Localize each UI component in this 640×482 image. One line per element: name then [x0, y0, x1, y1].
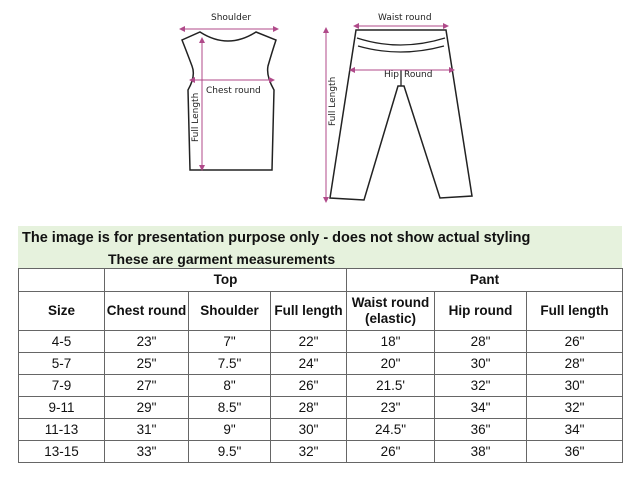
group-header-empty: [19, 269, 105, 292]
cell-top-full-length: 26": [271, 375, 347, 397]
presentation-notice: [18, 226, 622, 268]
table-column-header-row: [19, 292, 623, 331]
cell-shoulder: 8": [189, 375, 271, 397]
pant-outline: [330, 30, 472, 200]
col-header-shoulder: Shoulder: [189, 292, 271, 331]
table-group-header-row: [19, 269, 623, 292]
cell-chest-round: 27": [105, 375, 189, 397]
size-chart-table: [18, 268, 623, 463]
cell-shoulder: 9": [189, 419, 271, 441]
cell-hip-round: 28": [435, 331, 527, 353]
cell-hip-round: 34": [435, 397, 527, 419]
cell-hip-round: 30": [435, 353, 527, 375]
table-row: [19, 441, 623, 463]
table-row: [19, 397, 623, 419]
cell-chest-round: 23": [105, 331, 189, 353]
table-row: [19, 353, 623, 375]
cell-chest-round: 33": [105, 441, 189, 463]
shoulder-label: Shoulder: [211, 13, 252, 23]
col-header-top-full-length: Full length: [271, 292, 347, 331]
garment-outline-drawing: [0, 0, 640, 222]
cell-shoulder: 8.5": [189, 397, 271, 419]
cell-pant-full-length: 36": [527, 441, 623, 463]
col-header-size: Size: [19, 292, 105, 331]
table-row: [19, 331, 623, 353]
group-header-pant: Pant: [347, 269, 623, 292]
cell-waist-round: 26": [347, 441, 435, 463]
cell-top-full-length: 30": [271, 419, 347, 441]
cell-chest-round: 25": [105, 353, 189, 375]
cell-waist-round: 18": [347, 331, 435, 353]
col-header-waist-round: Waist round (elastic): [347, 292, 435, 331]
cell-pant-full-length: 32": [527, 397, 623, 419]
cell-shoulder: 9.5": [189, 441, 271, 463]
hip-label: Hip: [384, 70, 399, 80]
notice-line-2: These are garment measurements: [108, 251, 336, 267]
cell-waist-round: 23": [347, 397, 435, 419]
cell-pant-full-length: 34": [527, 419, 623, 441]
cell-top-full-length: 24": [271, 353, 347, 375]
cell-top-full-length: 32": [271, 441, 347, 463]
cell-waist-round: 24.5": [347, 419, 435, 441]
cell-size: 13-15: [19, 441, 105, 463]
cell-top-full-length: 22": [271, 331, 347, 353]
cell-size: 11-13: [19, 419, 105, 441]
table-row: [19, 419, 623, 441]
cell-size: 4-5: [19, 331, 105, 353]
cell-size: 9-11: [19, 397, 105, 419]
cell-waist-round: 20": [347, 353, 435, 375]
garment-diagrams: [0, 0, 640, 222]
pant-full-length-label: Full Length: [328, 76, 338, 126]
cell-pant-full-length: 26": [527, 331, 623, 353]
round-label: Round: [404, 70, 433, 80]
notice-line-1: The image is for presentation purpose only - does not show actual styling: [22, 230, 531, 246]
table-row: [19, 375, 623, 397]
col-header-pant-full-length: Full length: [527, 292, 623, 331]
group-header-top: Top: [105, 269, 347, 292]
top-full-length-label: Full Length: [191, 92, 201, 142]
cell-shoulder: 7.5": [189, 353, 271, 375]
cell-shoulder: 7": [189, 331, 271, 353]
cell-chest-round: 31": [105, 419, 189, 441]
cell-hip-round: 36": [435, 419, 527, 441]
pant-waistband: [357, 38, 445, 52]
col-header-hip-round: Hip round: [435, 292, 527, 331]
cell-size: 5-7: [19, 353, 105, 375]
waist-round-label: Waist round: [378, 13, 432, 23]
cell-pant-full-length: 28": [527, 353, 623, 375]
cell-chest-round: 29": [105, 397, 189, 419]
cell-hip-round: 38": [435, 441, 527, 463]
cell-top-full-length: 28": [271, 397, 347, 419]
cell-size: 7-9: [19, 375, 105, 397]
cell-pant-full-length: 30": [527, 375, 623, 397]
col-header-chest-round: Chest round: [105, 292, 189, 331]
cell-hip-round: 32": [435, 375, 527, 397]
cell-waist-round: 21.5': [347, 375, 435, 397]
chest-round-label: Chest round: [206, 86, 261, 96]
